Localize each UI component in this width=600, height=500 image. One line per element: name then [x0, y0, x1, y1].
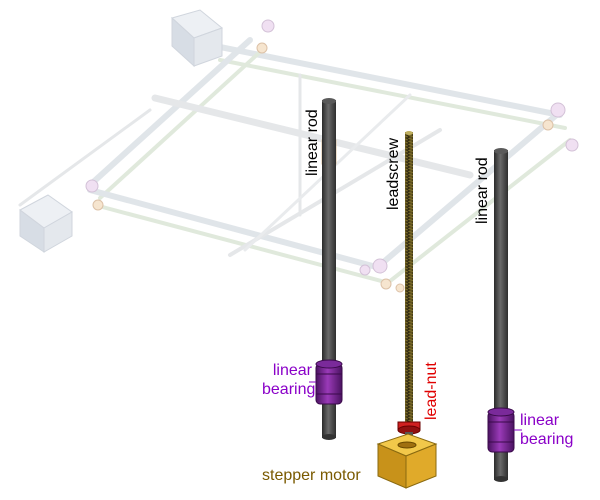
frame-pulley [543, 120, 553, 130]
rod-top [494, 148, 508, 154]
frame-pulley [566, 139, 578, 151]
rod-top [322, 98, 336, 104]
frame-motor-block [172, 10, 222, 66]
leadscrew-shaft [405, 132, 413, 428]
label-lead-nut: lead-nut [423, 362, 440, 420]
label-stepper-motor: stepper motor [262, 467, 361, 484]
frame-pulley [93, 200, 103, 210]
frame-pulley [381, 279, 391, 289]
stepper-motor-part [378, 434, 436, 488]
frame-crossbar [20, 110, 150, 205]
label-linear-bearing-left [262, 361, 316, 399]
frame-rail [100, 52, 260, 198]
label-linear-bearing-left-line2: bearing [262, 381, 316, 398]
label-linear-bearing-left-line1: linear [272, 362, 312, 379]
frame-rail [220, 60, 565, 128]
frame-rail [210, 45, 560, 115]
frame-rail [90, 190, 380, 268]
label-linear-bearing-right [520, 411, 573, 449]
frame-pulley [551, 103, 565, 117]
linear-bearing-left [316, 360, 342, 404]
frame-pulley [86, 180, 98, 192]
frame-pulley [396, 284, 404, 292]
label-linear-rod-left: linear rod [304, 109, 321, 176]
rod-bottom [322, 434, 336, 440]
frame-rail [95, 205, 385, 282]
label-leadscrew: leadscrew [385, 137, 402, 210]
label-linear-rod-right: linear rod [474, 157, 491, 224]
linear-bearing-right [488, 408, 514, 452]
leadscrew-part [405, 131, 413, 428]
frame-pulley [360, 265, 370, 275]
label-linear-bearing-right-line2: bearing [520, 431, 574, 448]
frame-pulley [373, 259, 387, 273]
label-linear-bearing-right-line1: linear [520, 412, 560, 429]
frame-pulley [257, 43, 267, 53]
frame-pulley [262, 20, 274, 32]
rod-bottom [494, 476, 508, 482]
frame-motor-block [20, 195, 72, 252]
